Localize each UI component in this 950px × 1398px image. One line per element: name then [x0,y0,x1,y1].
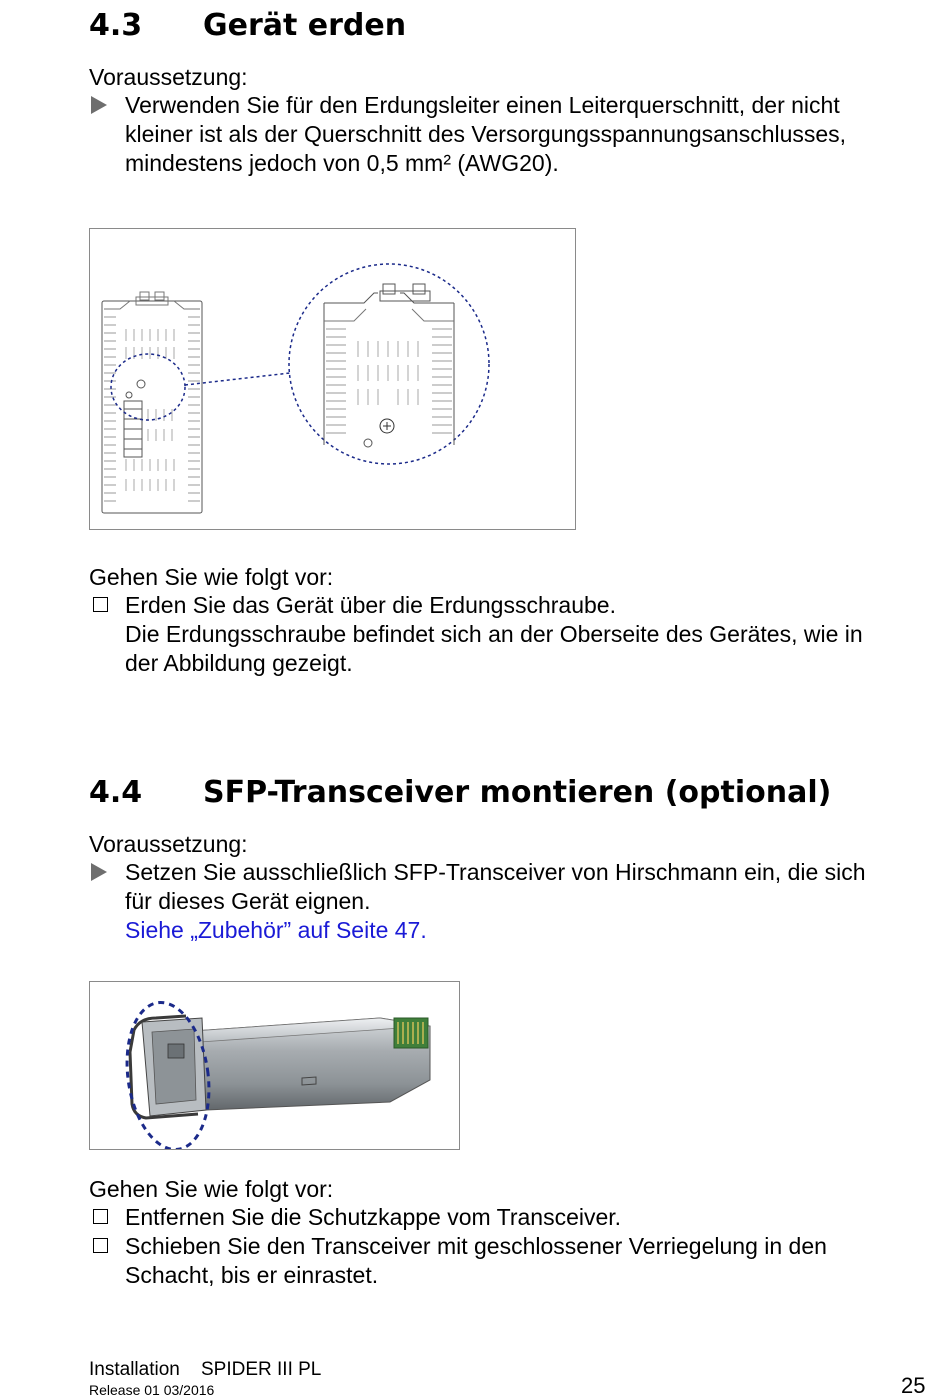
section-title: SFP-Transceiver montieren (optional) [203,775,832,810]
accessories-link[interactable]: Siehe „Zubehör” auf Seite 47. [125,917,427,943]
triangle-bullet-icon [91,96,107,114]
empty-checkbox-icon [93,597,108,612]
prerequisite-label: Voraussetzung: [89,64,248,90]
footer-product: SPIDER III PL [201,1359,322,1380]
step-text: Entfernen Sie die Schutzkappe vom Transceiver. [125,1204,622,1230]
section-number: 4.4 [89,775,143,810]
prerequisite-line: kleiner ist als der Querschnitt des Versorgungsspannungsanschlusses, [125,121,847,147]
steps-label: Gehen Sie wie folgt vor: [89,1176,334,1202]
prerequisite-line: Verwenden Sie für den Erdungsleiter einen Leiterquerschnitt, der nicht [125,92,840,118]
section-title: Gerät erden [203,8,407,43]
footer-chapter: Installation [89,1359,180,1380]
empty-checkbox-icon [93,1238,108,1253]
step-text: Schieben Sie den Transceiver mit geschlossener Verriegelung in den [125,1233,827,1259]
page-number: 25 [901,1373,926,1398]
empty-checkbox-icon [93,1209,108,1224]
step-text: Die Erdungsschraube befindet sich an der Oberseite des Gerätes, wie in [125,621,863,647]
sfp-transceiver-figure [89,981,460,1150]
step-text: Erden Sie das Gerät über die Erdungsschraube. [125,592,616,618]
step-text: der Abbildung gezeigt. [125,650,353,676]
grounding-screw-figure [89,228,576,530]
prerequisite-line: für dieses Gerät eignen. [125,888,371,914]
sfp-transceiver-illustration [90,982,459,1149]
footer-release: Release 01 03/2016 [89,1382,215,1398]
prerequisite-label: Voraussetzung: [89,831,248,857]
device-top-view-illustration [90,229,575,529]
prerequisite-line: mindestens jedoch von 0,5 mm² (AWG20). [125,150,559,176]
step-text: Schacht, bis er einrastet. [125,1262,379,1288]
prerequisite-line: Setzen Sie ausschließlich SFP-Transceiver von Hirschmann ein, die sich [125,859,866,885]
section-number: 4.3 [89,8,143,43]
steps-label: Gehen Sie wie folgt vor: [89,564,334,590]
triangle-bullet-icon [91,863,107,881]
